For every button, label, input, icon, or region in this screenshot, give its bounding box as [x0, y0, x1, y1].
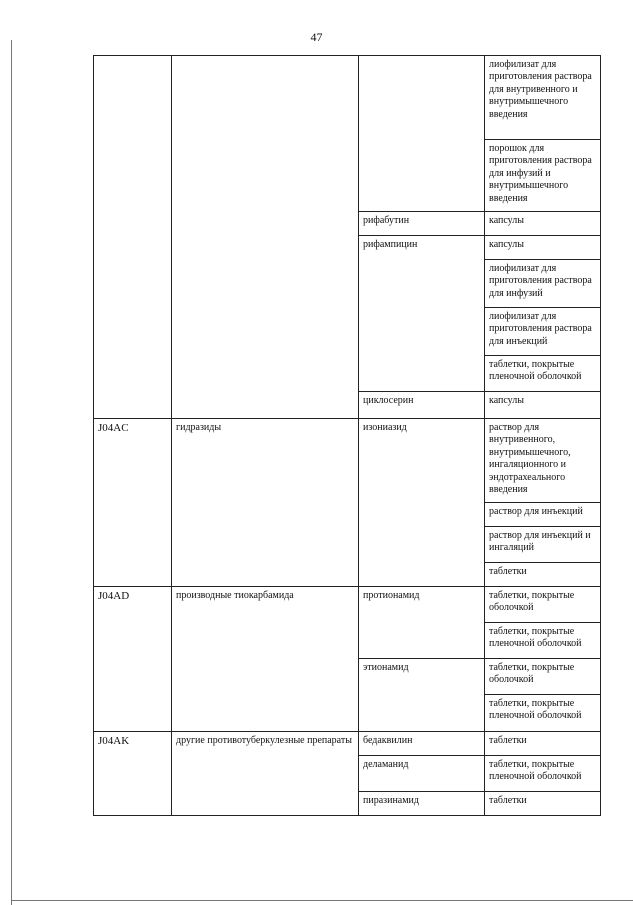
table-row [94, 732, 601, 756]
drug-cell: рифампицин [359, 236, 485, 392]
form-cell: порошок для приготовления раствора для инфузий и внутримышечного введения [485, 140, 601, 212]
scan-bottom-line [11, 900, 633, 901]
table-row [94, 56, 601, 140]
form-cell: раствор для внутривенного, внутримышечного, ингаляционного и эндотрахеального введения [485, 419, 601, 503]
form-cell: таблетки, покрытые пленочной оболочкой [485, 356, 601, 392]
form-cell: раствор для инъекций и ингаляций [485, 527, 601, 563]
table-row [94, 419, 601, 503]
group-cell: гидразиды [172, 419, 359, 587]
form-cell: капсулы [485, 392, 601, 419]
form-cell: таблетки, покрытые пленочной оболочкой [485, 695, 601, 732]
code-cell: J04AD [94, 587, 172, 732]
drug-cell: рифабутин [359, 212, 485, 236]
form-cell: таблетки, покрытые оболочкой [485, 587, 601, 623]
form-cell: лиофилизат для приготовления раствора для внутривенного и внутримышечного введения [485, 56, 601, 140]
drug-cell: изониазид [359, 419, 485, 587]
form-cell: таблетки, покрытые пленочной оболочкой [485, 756, 601, 792]
drug-cell: пиразинамид [359, 792, 485, 816]
group-cell: другие противотуберкулезные препараты [172, 732, 359, 816]
code-cell: J04AC [94, 419, 172, 587]
page-number: 47 [310, 30, 323, 44]
group-cell [172, 56, 359, 419]
form-cell: таблетки, покрытые оболочкой [485, 659, 601, 695]
form-cell: капсулы [485, 236, 601, 260]
drug-cell: протионамид [359, 587, 485, 659]
form-cell: таблетки, покрытые пленочной оболочкой [485, 623, 601, 659]
drug-cell: бедаквилин [359, 732, 485, 756]
group-cell: производные тиокарбамида [172, 587, 359, 732]
form-cell: капсулы [485, 212, 601, 236]
form-cell: таблетки [485, 563, 601, 587]
form-cell: раствор для инъекций [485, 503, 601, 527]
drug-cell [359, 56, 485, 212]
scan-edge-line [11, 40, 12, 905]
form-cell: лиофилизат для приготовления раствора для инфузий [485, 260, 601, 308]
code-cell: J04AK [94, 732, 172, 816]
drug-cell: этионамид [359, 659, 485, 732]
drug-cell: деламанид [359, 756, 485, 792]
drug-cell: циклосерин [359, 392, 485, 419]
form-cell: лиофилизат для приготовления раствора для инъекций [485, 308, 601, 356]
code-cell [94, 56, 172, 419]
form-cell: таблетки [485, 792, 601, 816]
drug-table [93, 55, 601, 816]
table-row [94, 587, 601, 623]
form-cell: таблетки [485, 732, 601, 756]
